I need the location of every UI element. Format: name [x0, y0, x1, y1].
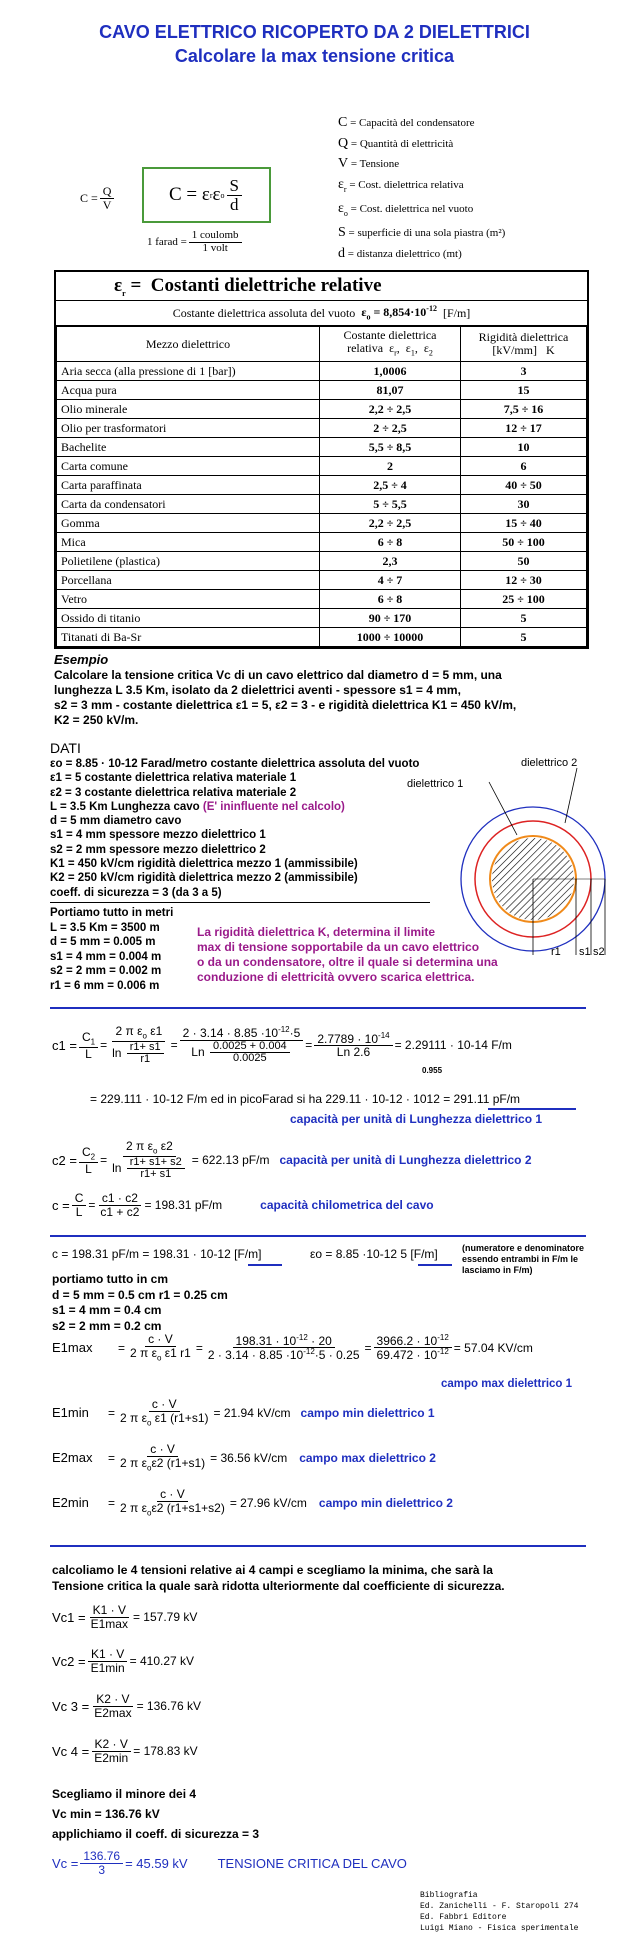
final-den: 3 — [98, 1862, 106, 1877]
label-dielettrico-2: dielettrico 2 — [521, 757, 578, 769]
c1-equation: c1 = $\frac{C_1}{L}$ = 2 π $\varepsilon_o$ ε1 ln $\frac{r1+ s1}{r1}$ = $2 \cdot 3.14 \cdot 8.85 \cdot 10^{-12}\cdot 5$ Ln $\frac{0.0025 + 0.004}{0.0025}$ = $\frac{2.7789 \cdot 10^{-14}}{Ln 2.6}$ = 2.29111 · 10-14 F/m — [52, 1024, 512, 1066]
choose-line: Vc min = 136.76 kV — [52, 1807, 160, 1821]
vc2-equation — [52, 1648, 194, 1674]
biblio-line: Ed. Fabbri Editore — [420, 1913, 507, 1922]
e1max-result: = 57.04 KV/cm — [453, 1340, 533, 1355]
c-total-equation: c = $\frac{C}{L}$ = $\frac{c1 \cdot c2}{c1 + c2}$ = 198.31 pF/m capacità chilometrica del cavo — [52, 1191, 434, 1219]
dati-line: εo = 8.85 · 10-12 Farad/metro costante dielettrica assoluta del vuoto — [50, 758, 420, 770]
vacuum-constant: Costante dielettrica assoluta del vuoto $\varepsilon_o = 8,854\cdot 10^{-12}$ [F/m] — [56, 301, 587, 326]
c2-caption: capacità per unità di Lunghezza dielettrico 2 — [279, 1153, 532, 1168]
cell-costante: 2 ÷ 2,5 — [320, 419, 461, 438]
cell-costante: 81,07 — [320, 381, 461, 400]
cell-material: Aria secca (alla pressione di 1 [bar]) — [57, 362, 320, 381]
cell-costante: 2,2 ÷ 2,5 — [320, 514, 461, 533]
final-caption: TENSIONE CRITICA DEL CAVO — [217, 1855, 407, 1871]
vc4-den: E2min — [94, 1750, 129, 1765]
cm-list — [52, 1272, 228, 1334]
vc3-equation — [52, 1693, 201, 1719]
cell-costante: 2,5 ÷ 4 — [320, 476, 461, 495]
cell-rigidita: 40 ÷ 50 — [461, 476, 587, 495]
cell-costante: 4 ÷ 7 — [320, 571, 461, 590]
divider-line — [50, 902, 430, 903]
e1max-equation: E1max = $\frac{c \cdot V}{2 \pi \varepsilon_o \varepsilon 1 r1}$ = $\frac{198.31 \cdot 10^{-12} \cdot 20}{2 \cdot 3.14 \cdot 8.85 \cdot 10^{-12}\cdot 5 \cdot 0.25}$ = $\frac{3966.2 \cdot 10^{-12}}{69.472 \cdot 10^{-12}}$ = 57.04 KV/cm — [52, 1332, 533, 1363]
e2min-name: E2min — [52, 1495, 89, 1511]
vc2-num: K1 · V — [88, 1648, 127, 1662]
table-header-rigidita: Rigidità dielettrica [kV/mm] K — [461, 327, 587, 362]
dati-l-text: L = 3.5 Km Lunghezza cavo — [50, 800, 200, 813]
cell-rigidita: 30 — [461, 495, 587, 514]
cm-line: d = 5 mm = 0.5 cm r1 = 0.25 cm — [52, 1287, 228, 1302]
e1min-result: = 21.94 kV/cm — [213, 1405, 291, 1420]
table-row — [57, 419, 587, 438]
e2max-equation: E2max = $\frac{c \cdot V}{2 \pi \varepsilon_o\varepsilon 2 (r1+s1)}$ = 36.56 kV/cm campo max dielettrico 2 — [52, 1442, 436, 1472]
cell-rigidita: 10 — [461, 438, 587, 457]
divider-blue — [50, 1545, 586, 1547]
vc3-name: Vc 3 = — [52, 1698, 90, 1714]
table-row — [57, 571, 587, 590]
cell-rigidita: 5 — [461, 628, 587, 647]
e2max-caption: campo max dielettrico 2 — [299, 1450, 436, 1465]
biblio-line: Ed. Zanichelli - F. Staropoli 274 — [420, 1902, 579, 1911]
example-line: lunghezza L 3.5 Km, isolato da 2 dielettrici aventi - spessore s1 = 4 mm, — [54, 683, 461, 697]
rigidita-note — [197, 925, 498, 985]
cell-rigidita: 15 — [461, 381, 587, 400]
vc2-den: E1min — [90, 1660, 125, 1675]
choose-line: Scegliamo il minore dei 4 — [52, 1787, 197, 1801]
dati-line: ε1 = 5 costante dielettrica relativa materiale 1 — [50, 772, 297, 785]
cell-material: Carta paraffinata — [57, 476, 320, 495]
table-row — [57, 381, 587, 400]
cell-costante: 1,0006 — [320, 362, 461, 381]
table-row — [57, 590, 587, 609]
biblio-line: Bibliografia — [420, 1891, 478, 1900]
page-title: CAVO ELETTRICO RICOPERTO DA 2 DIELETTRICI — [99, 22, 530, 42]
c2-result: = 622.13 pF/m — [191, 1153, 270, 1168]
cm-c-line: c = 198.31 pF/m = 198.31 · 10-12 [F/m] — [52, 1247, 262, 1261]
note-line: max di tensione sopportabile da un cavo elettrico — [197, 940, 480, 954]
cell-rigidita: 6 — [461, 457, 587, 476]
vc4-result: = 178.83 kV — [133, 1744, 198, 1759]
dati-line: s1 = 4 mm spessore mezzo dielettrico 1 — [50, 829, 266, 842]
dati-line: s2 = 2 mm spessore mezzo dielettrico 2 — [50, 843, 266, 856]
table-title: $\varepsilon_r$ = Costanti dielettriche relative — [56, 272, 587, 301]
dati-l-note: (E' ininfluente nel calcolo) — [202, 800, 345, 813]
legend-v: V = Tensione — [338, 156, 400, 171]
cell-material: Acqua pura — [57, 381, 320, 400]
cell-rigidita: 15 ÷ 40 — [461, 514, 587, 533]
choose-line: applichiamo il coeff. di sicurezza = 3 — [52, 1827, 260, 1841]
cell-material: Gomma — [57, 514, 320, 533]
dati-line: K2 = 250 kV/cm rigidità dielettrica mezzo 2 (ammissibile) — [50, 872, 358, 885]
cell-material: Titanati di Ba-Sr — [57, 628, 320, 647]
metri-line: d = 5 mm = 0.005 m — [50, 936, 156, 949]
intro-line: calcoliamo le 4 tensioni relative ai 4 campi e scegliamo la minima, che sarà la — [52, 1563, 493, 1577]
cm-heading: portiamo tutto in cm — [52, 1272, 168, 1286]
cell-rigidita: 12 ÷ 30 — [461, 571, 587, 590]
cm-note: (numeratore e denominatore essendo entrambi in F/m le lasciamo in F/m) — [462, 1243, 585, 1275]
cell-costante: 2,2 ÷ 2,5 — [320, 400, 461, 419]
table-header-costante: Costante dielettrica relativa $\varepsilon_r$, $\varepsilon_1$, $\varepsilon_2$ — [320, 327, 461, 362]
table-row — [57, 362, 587, 381]
label-r1: r1 — [551, 946, 561, 958]
cell-rigidita: 5 — [461, 609, 587, 628]
table-row — [57, 552, 587, 571]
choose-list — [52, 1784, 259, 1844]
biblio-line: Luigi Miano - Fisica sperimentale — [420, 1924, 579, 1933]
legend-q: Q = Quantità di elettricità — [338, 135, 454, 151]
example-heading: Esempio — [54, 652, 109, 667]
cell-rigidita: 25 ÷ 100 — [461, 590, 587, 609]
cm-line: s1 = 4 mm = 0.4 cm — [52, 1303, 162, 1317]
symbol-legend — [338, 113, 505, 264]
legend-eo: $\varepsilon_o$ = Cost. dielettrica nel vuoto — [338, 200, 474, 218]
legend-er: $\varepsilon_r$ = Cost. dielettrica relativa — [338, 176, 464, 194]
formula-farad: 1 farad = $\frac{\text{1 coulomb}}{\text{1 volt}}$ — [147, 230, 244, 254]
cell-material: Bachelite — [57, 438, 320, 457]
note-line: conduzione di elettricità ovvero scarica elettrica. — [197, 970, 475, 984]
vc3-num: K2 · V — [93, 1693, 132, 1707]
formula-c-q-v: C = $\frac{Q}{V}$ — [80, 185, 116, 211]
c2-equation: c2 = $\frac{C_2}{L}$ = 2 π $\varepsilon_o$ ε2 ln $\frac{r1+ s1+ s2}{r1+ s1}$ = 622.13 pF/m capacità per unità di Lunghezza dielettrico 2 — [52, 1139, 532, 1181]
e1min-caption: campo min dielettrico 1 — [300, 1405, 435, 1420]
dati-heading: DATI — [50, 740, 81, 756]
ln-value: 0.955 — [422, 1066, 443, 1075]
vc2-result: = 410.27 kV — [129, 1654, 195, 1669]
cell-material: Olio minerale — [57, 400, 320, 419]
label-s1: s1 — [579, 946, 591, 958]
table-row — [57, 438, 587, 457]
e1min-equation: E1min = $\frac{c \cdot V}{2 \pi \varepsilon_o \varepsilon 1 (r1+s1)}$ = 21.94 kV/cm campo min dielettrico 1 — [52, 1397, 435, 1427]
table-header-mezzo: Mezzo dielettrico — [57, 327, 320, 362]
c1-picofarad: = 229.111 · 10-12 F/m ed in picoFarad si ha 229.11 · 10-12 · 1012 = 291.11 pF/m — [90, 1092, 521, 1106]
cell-costante: 6 ÷ 8 — [320, 533, 461, 552]
e2min-result: = 27.96 kV/cm — [229, 1495, 307, 1510]
dielectric-table — [56, 326, 587, 647]
formula-main-box: C = ε r ε o $\frac{S}{d}$ — [142, 167, 271, 223]
vc1-equation — [52, 1604, 197, 1630]
cell-costante: 90 ÷ 170 — [320, 609, 461, 628]
dati-line: ε2 = 3 costante dielettrica relativa materiale 2 — [50, 786, 297, 799]
fm-underline — [248, 1264, 282, 1266]
note-line: La rigidità dielettrica K, determina il limite — [197, 925, 436, 939]
table-row — [57, 609, 587, 628]
metri-list — [50, 906, 173, 994]
example-line: K2 = 250 kV/m. — [54, 713, 139, 727]
vc3-den: E2max — [94, 1705, 132, 1720]
cell-material: Ossido di titanio — [57, 609, 320, 628]
final-num: 136.76 — [80, 1850, 123, 1864]
table-row — [57, 533, 587, 552]
cell-material: Olio per trasformatori — [57, 419, 320, 438]
vc4-name: Vc 4 = — [52, 1743, 90, 1759]
cell-material: Vetro — [57, 590, 320, 609]
vc4-num: K2 · V — [92, 1738, 131, 1752]
cell-costante: 5,5 ÷ 8,5 — [320, 438, 461, 457]
divider-blue — [50, 1007, 586, 1009]
e2max-name: E2max — [52, 1450, 93, 1466]
intro-line: Tensione critica la quale sarà ridotta ulteriormente dal coefficiente di sicurezza. — [52, 1579, 505, 1593]
vc2-name: Vc2 = — [52, 1653, 86, 1669]
cell-material: Carta comune — [57, 457, 320, 476]
fm-underline — [418, 1264, 452, 1266]
example-line: s2 = 3 mm - costante dielettrica ε1 = 5, ε2 = 3 - e rigidità dielettrica K1 = 450 kV/m, — [54, 698, 517, 712]
metri-line: r1 = 6 mm = 0.006 m — [50, 979, 160, 992]
page-subtitle: Calcolare la max tensione critica — [174, 46, 455, 66]
cell-rigidita: 50 — [461, 552, 587, 571]
cell-costante: 2,3 — [320, 552, 461, 571]
legend-c: C = Capacità del condensatore — [338, 115, 475, 130]
metri-line: s1 = 4 mm = 0.004 m — [50, 950, 162, 963]
metri-heading: Portiamo tutto in metri — [50, 907, 174, 919]
table-row — [57, 400, 587, 419]
vc4-equation — [52, 1738, 198, 1764]
e1max-caption: campo max dielettrico 1 — [441, 1378, 573, 1390]
tensions-intro — [52, 1562, 505, 1594]
cell-rigidita: 3 — [461, 362, 587, 381]
divider-blue — [50, 1235, 586, 1237]
table-row — [57, 514, 587, 533]
table-row — [57, 476, 587, 495]
final-result: = 45.59 kV — [125, 1855, 188, 1871]
table-row — [57, 457, 587, 476]
cm-eps-line: εo = 8.85 ·10-12 5 [F/m] — [310, 1247, 438, 1261]
cm-line: s2 = 2 mm = 0.2 cm — [52, 1318, 162, 1333]
metri-line: L = 3.5 Km = 3500 m — [50, 921, 160, 934]
e1min-name: E1min — [52, 1405, 89, 1421]
c1-caption: capacità per unità di Lunghezza dielettrico 1 — [290, 1112, 543, 1126]
cell-material: Carta da condensatori — [57, 495, 320, 514]
label-dielettrico-1: dielettrico 1 — [407, 778, 464, 790]
example-line: Calcolare la tensione critica Vc di un cavo elettrico dal diametro d = 5 mm, una — [54, 668, 502, 682]
e1max-name: E1max — [52, 1340, 93, 1356]
c-total-result: = 198.31 pF/m — [144, 1198, 223, 1213]
dati-line: coeff. di sicurezza = 3 (da 3 a 5) — [50, 886, 222, 899]
vc-final-equation: Vc = $\frac{136.76}{3}$ = 45.59 kV TENSIONE CRITICA DEL CAVO — [52, 1849, 407, 1877]
dati-line: K1 = 450 kV/cm rigidità dielettrica mezzo 1 (ammissibile) — [50, 858, 358, 871]
cell-material: Porcellana — [57, 571, 320, 590]
dati-line — [50, 800, 419, 814]
e2max-result: = 36.56 kV/cm — [210, 1450, 288, 1465]
dielectric-table-frame — [54, 270, 589, 649]
table-row — [57, 495, 587, 514]
label-s2: s2 — [593, 946, 605, 958]
c-total-caption: capacità chilometrica del cavo — [260, 1198, 434, 1213]
c1-result: = 2.29111 · 10-14 F/m — [394, 1038, 512, 1053]
vc1-num: K1 · V — [90, 1604, 129, 1618]
cell-costante: 2 — [320, 457, 461, 476]
cell-costante: 1000 ÷ 10000 — [320, 628, 461, 647]
metri-line: s2 = 2 mm = 0.002 m — [50, 965, 162, 978]
note-line: o da un condensatore, oltre il quale si determina una — [197, 955, 498, 969]
e2min-caption: campo min dielettrico 2 — [318, 1495, 453, 1510]
legend-s: S = superficie di una sola piastra (m²) — [338, 225, 506, 241]
dati-line: d = 5 mm diametro cavo — [50, 815, 182, 828]
cell-rigidita: 12 ÷ 17 — [461, 419, 587, 438]
cell-costante: 5 ÷ 5,5 — [320, 495, 461, 514]
legend-d: d = distanza dielettrico (mt) — [338, 245, 462, 261]
bibliography — [420, 1890, 578, 1934]
c1-underline — [488, 1108, 576, 1110]
table-row — [57, 628, 587, 647]
cell-material: Polietilene (plastica) — [57, 552, 320, 571]
vc3-result: = 136.76 kV — [136, 1699, 201, 1714]
dati-list — [50, 757, 419, 900]
e2min-equation: E2min = $\frac{c \cdot V}{2 \pi \varepsilon_o\varepsilon 2 (r1+s1+s2)}$ = 27.96 kV/cm campo min dielettrico 2 — [52, 1487, 453, 1517]
example-text — [54, 668, 516, 728]
cell-material: Mica — [57, 533, 320, 552]
cell-rigidita: 50 ÷ 100 — [461, 533, 587, 552]
cell-costante: 6 ÷ 8 — [320, 590, 461, 609]
cell-rigidita: 7,5 ÷ 16 — [461, 400, 587, 419]
vc1-result: = 157.79 kV — [132, 1610, 198, 1625]
vc1-den: E1max — [90, 1616, 128, 1631]
vc1-name: Vc1 = — [52, 1609, 86, 1625]
